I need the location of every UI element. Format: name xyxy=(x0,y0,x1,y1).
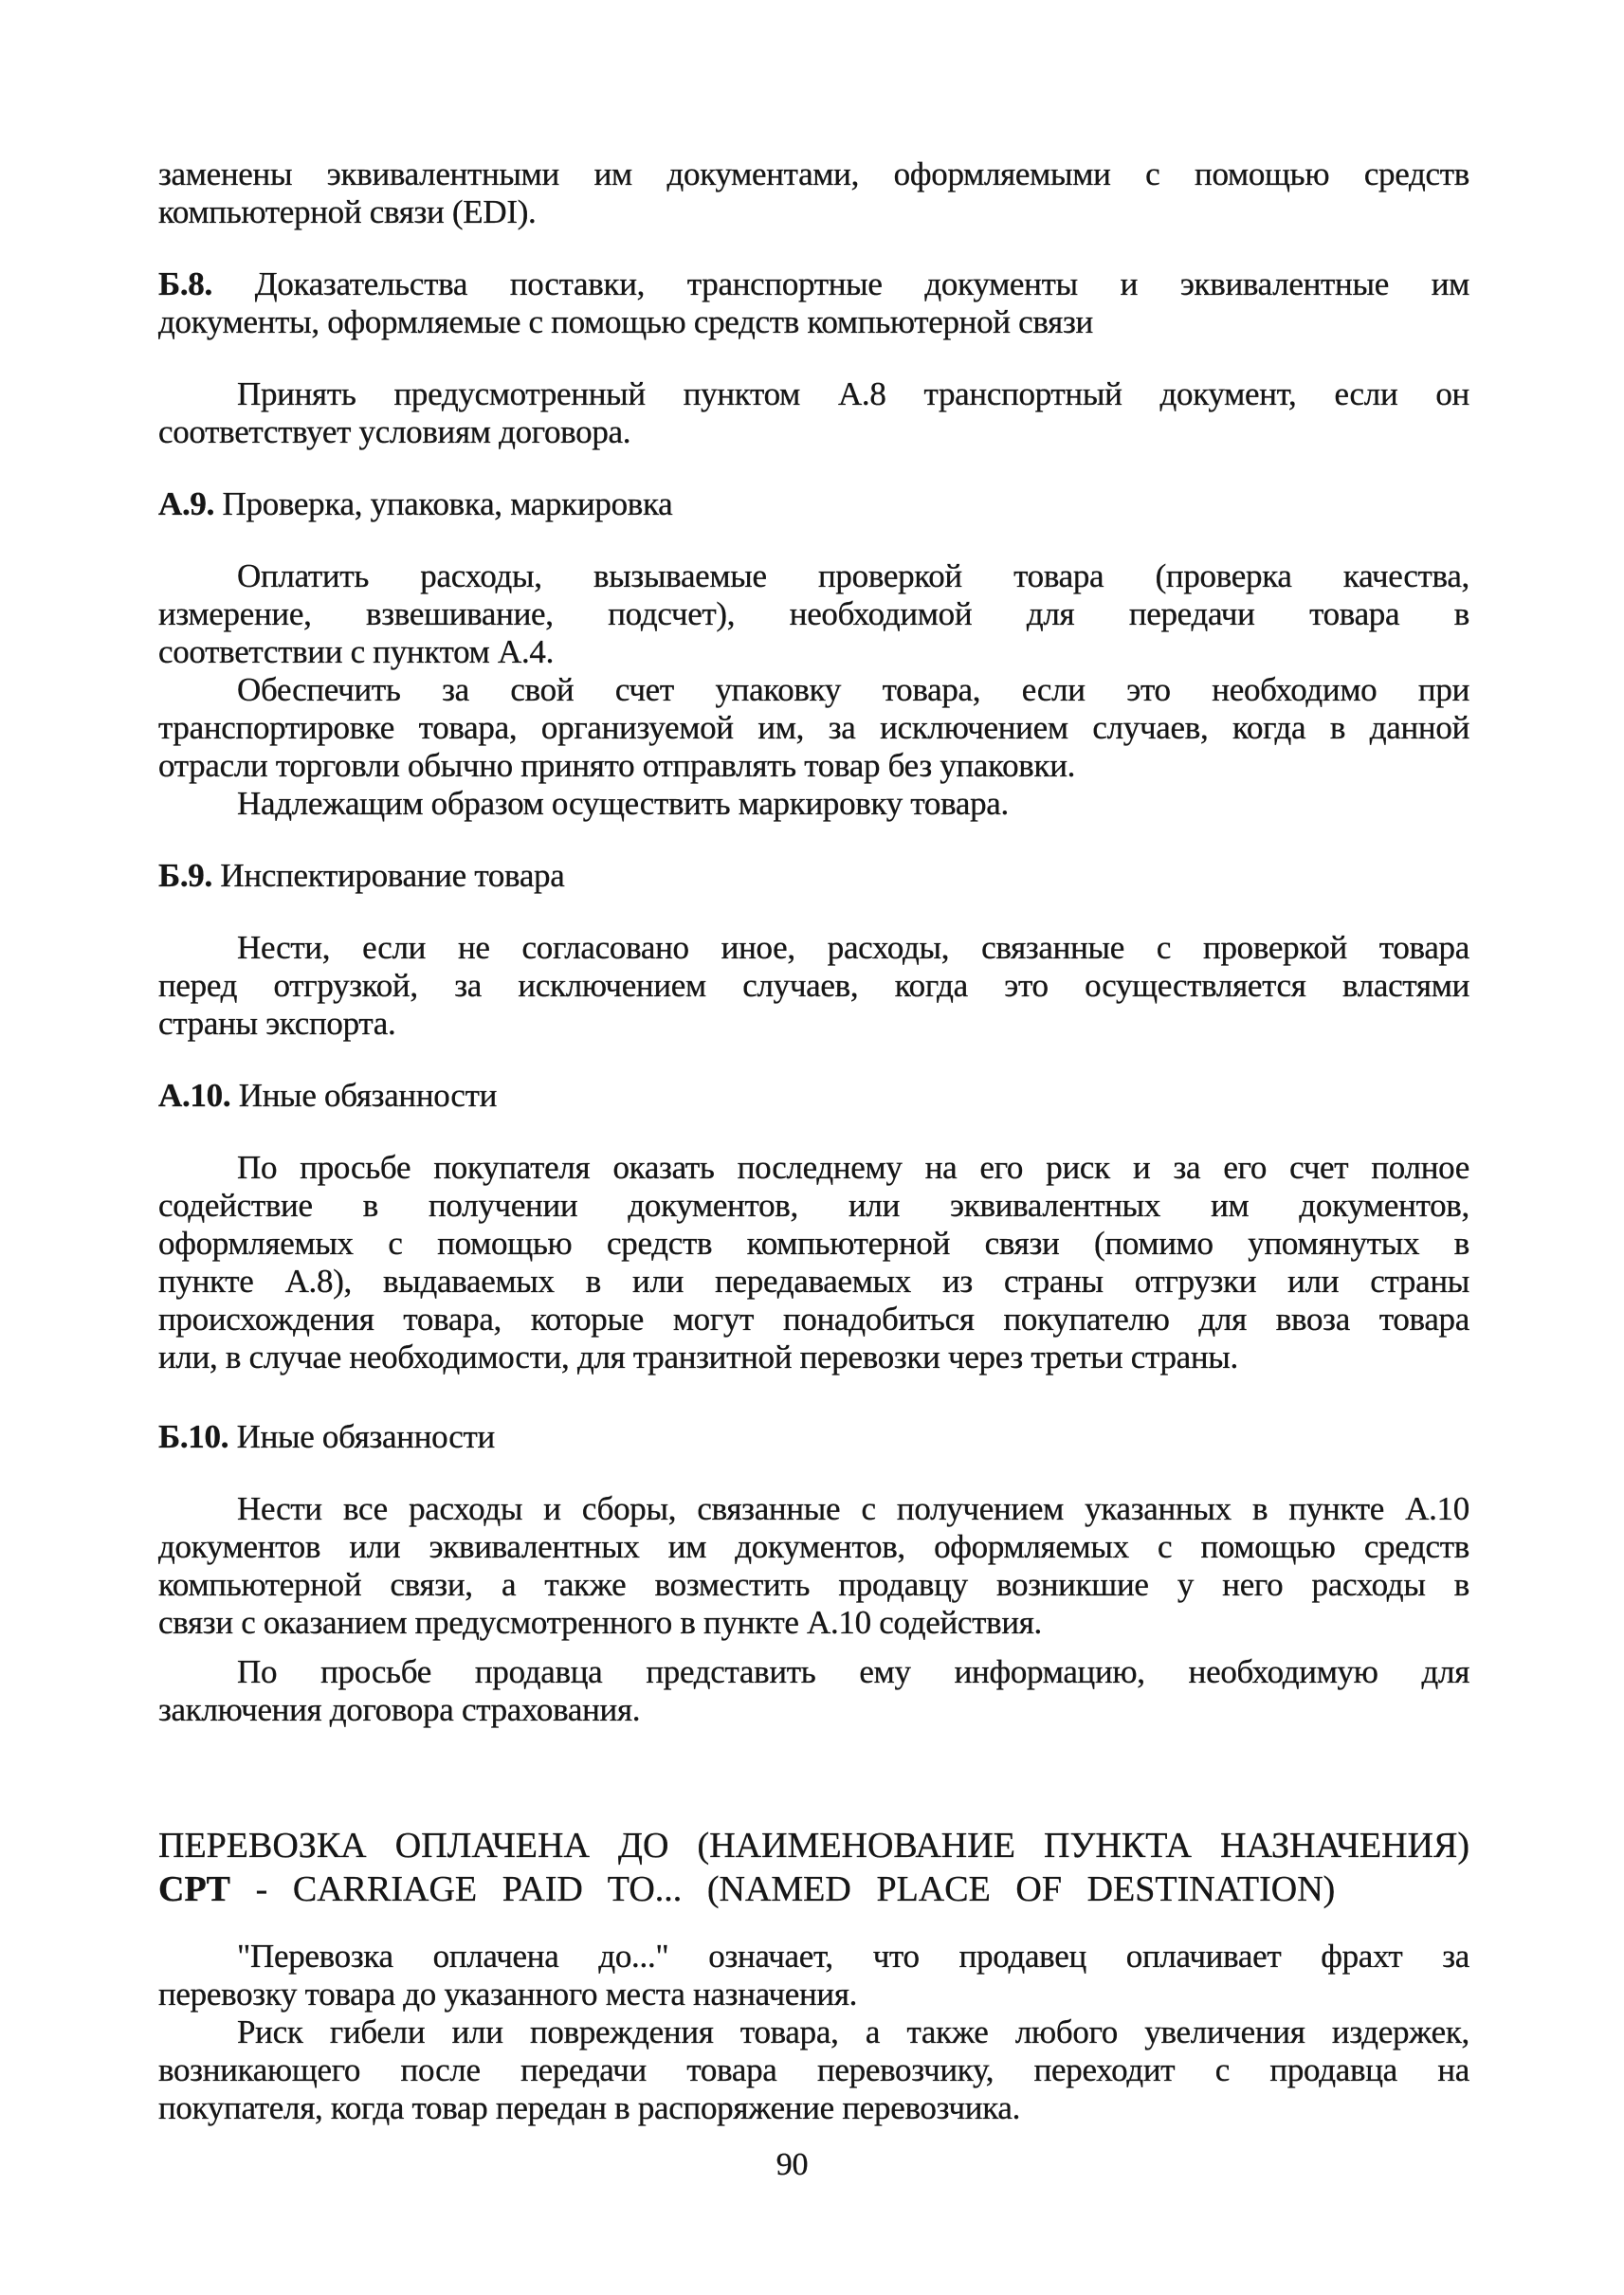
section-heading xyxy=(158,265,1469,303)
paragraph-line: перед отгрузкой, за исключением случаев, когда это осуществляется властями xyxy=(158,967,1469,1004)
paragraph-line: По просьбе покупателя оказать последнему на его риск и за его счет полное xyxy=(237,1149,1469,1186)
section-heading xyxy=(158,857,1469,895)
paragraph-line: страны экспорта. xyxy=(158,1005,396,1042)
paragraph-line: По просьбе продавца представить ему информацию, необходимую для xyxy=(237,1653,1469,1690)
section-b8 xyxy=(158,265,1469,451)
section-title: Проверка, упаковка, маркировка xyxy=(222,485,673,522)
section-intro-continuation xyxy=(158,155,1469,231)
paragraph-line: заключения договора страхования. xyxy=(158,1691,641,1728)
paragraph-line: Обеспечить за свой счет упаковку товара, если это необходимо при xyxy=(237,671,1469,708)
section-heading xyxy=(158,1077,1469,1115)
paragraph-line: Надлежащим образом осуществить маркировку товара. xyxy=(237,785,1009,822)
paragraph-line: заменены эквивалентными им документами, оформляемыми с помощью средств xyxy=(158,155,1469,192)
paragraph-line: Принять предусмотренный пунктом А.8 транспортный документ, если он xyxy=(237,375,1469,412)
section-heading xyxy=(158,485,1469,523)
section-a10 xyxy=(158,1077,1469,1376)
paragraph-line: отрасли торговли обычно принято отправлять товар без упаковки. xyxy=(158,747,1076,784)
paragraph-line: транспортировке товара, организуемой им, за исключением случаев, когда в данной xyxy=(158,709,1469,746)
section-b9 xyxy=(158,857,1469,1043)
paragraph-line: Оплатить расходы, вызываемые проверкой товара (проверка качества, xyxy=(237,557,1469,594)
section-title: Иные обязанности xyxy=(236,1418,495,1455)
paragraph-line: возникающего после передачи товара перевозчику, переходит с продавца на xyxy=(158,2051,1469,2088)
section-number: А.10. xyxy=(158,1077,231,1114)
section-title: Инспектирование товара xyxy=(220,857,565,894)
paragraph-line: связи с оказанием предусмотренного в пункте А.10 содействия. xyxy=(158,1604,1043,1641)
paragraph-line: компьютерной связи (EDI). xyxy=(158,193,537,230)
paragraph-line: документов или эквивалентных им документов, оформляемых с помощью средств xyxy=(158,1528,1469,1565)
page-number: 90 xyxy=(776,2147,809,2182)
paragraph-line: покупателя, когда товар передан в распоряжение перевозчика. xyxy=(158,2089,1021,2126)
paragraph-line: оформляемых с помощью средств компьютерной связи (помимо упомянутых в xyxy=(158,1225,1469,1262)
section-cpt xyxy=(158,1824,1469,2127)
paragraph-line: Нести все расходы и сборы, связанные с получением указанных в пункте А.10 xyxy=(237,1490,1469,1527)
section-number: Б.10. xyxy=(158,1418,229,1455)
paragraph-line: содействие в получении документов, или эквивалентных им документов, xyxy=(158,1187,1469,1224)
paragraph-line: компьютерной связи, а также возместить продавцу возникшие у него расходы в xyxy=(158,1566,1469,1603)
section-heading xyxy=(158,1418,1469,1456)
section-b10 xyxy=(158,1418,1469,1729)
cpt-heading-english xyxy=(158,1867,1469,1911)
paragraph-line: Нести, если не согласовано иное, расходы, связанные с проверкой товара xyxy=(237,929,1469,966)
paragraph-line: соответствии с пунктом А.4. xyxy=(158,633,555,670)
section-title: Иные обязанности xyxy=(238,1077,498,1114)
paragraph-line: пункте А.8), выдаваемых в или передаваемых из страны отгрузки или страны xyxy=(158,1263,1469,1300)
paragraph-line: происхождения товара, которые могут понадобиться покупателю для ввоза товара xyxy=(158,1301,1469,1338)
section-number: А.9. xyxy=(158,485,215,522)
document-text-block xyxy=(158,155,1469,2184)
section-a9 xyxy=(158,485,1469,823)
paragraph-line: соответствует условиям договора. xyxy=(158,413,631,450)
paragraph-line: перевозку товара до указанного места назначения. xyxy=(158,1976,858,2013)
section-title: Доказательства поставки, транспортные документы и эквивалентные им xyxy=(254,265,1469,302)
cpt-heading-russian: ПЕРЕВОЗКА ОПЛАЧЕНА ДО (НАИМЕНОВАНИЕ ПУНКТА НАЗНАЧЕНИЯ) xyxy=(158,1826,1469,1866)
section-number: Б.8. xyxy=(158,265,212,302)
section-heading-line2: документы, оформляемые с помощью средств компьютерной связи xyxy=(158,303,1093,340)
paragraph-line: "Перевозка оплачена до..." означает, что продавец оплачивает фрахт за xyxy=(237,1938,1469,1975)
cpt-heading-english-text: - CARRIAGE PAID TO... (NAMED PLACE OF DESTINATION) xyxy=(255,1869,1336,1909)
section-number: Б.9. xyxy=(158,857,212,894)
paragraph-line: Риск гибели или повреждения товара, а также любого увеличения издержек, xyxy=(237,2013,1469,2050)
cpt-abbreviation: CPT xyxy=(158,1869,230,1909)
paragraph-line: измерение, взвешивание, подсчет), необходимой для передачи товара в xyxy=(158,595,1469,632)
paragraph-line: или, в случае необходимости, для транзитной перевозки через третьи страны. xyxy=(158,1339,1238,1375)
